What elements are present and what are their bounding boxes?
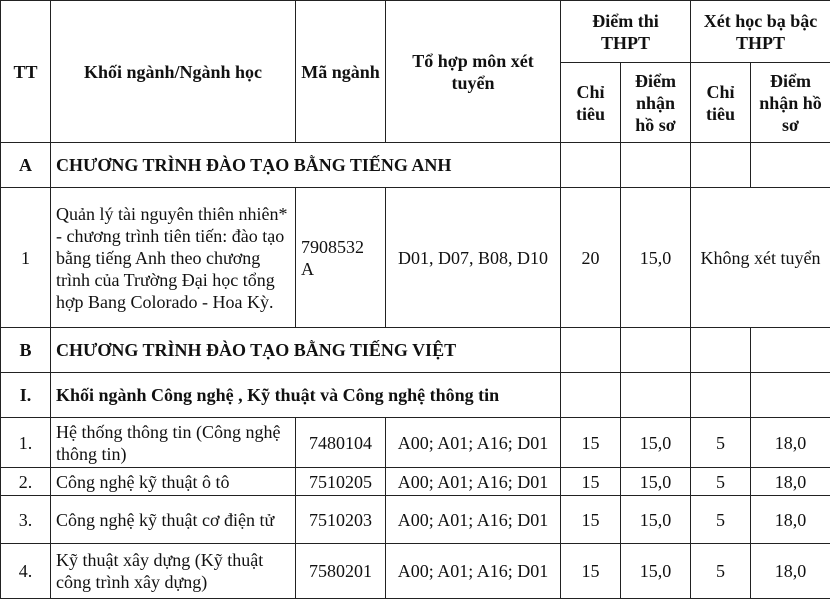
- header-quota: Chỉ tiêu: [561, 63, 621, 143]
- row-major: Hệ thống thông tin (Công nghệ thông tin): [51, 418, 296, 468]
- header-thpt: Điểm thi THPT: [561, 1, 691, 63]
- row-score-2: 18,0: [751, 468, 830, 496]
- header-combo: Tổ hợp môn xét tuyển: [386, 1, 561, 143]
- row-tt: 4.: [1, 544, 51, 599]
- section-title: Khối ngành Công nghệ , Kỹ thuật và Công nghệ thông tin: [51, 373, 561, 418]
- row-code: 7580201: [296, 544, 386, 599]
- row-major: Công nghệ kỹ thuật cơ điện tử: [51, 496, 296, 544]
- table-row: [1, 188, 830, 328]
- row-score: 15,0: [621, 544, 691, 599]
- section-title: CHƯƠNG TRÌNH ĐÀO TẠO BẰNG TIẾNG ANH: [51, 143, 561, 188]
- row-quota: 15: [561, 544, 621, 599]
- row-quota-2: 5: [691, 468, 751, 496]
- section-code: B: [1, 328, 51, 373]
- row-tt: 1: [1, 188, 51, 328]
- section-code: I.: [1, 373, 51, 418]
- section-title: CHƯƠNG TRÌNH ĐÀO TẠO BẰNG TIẾNG VIỆT: [51, 328, 561, 373]
- row-score: 15,0: [621, 468, 691, 496]
- table-row: [1, 496, 830, 544]
- table-row: [1, 418, 830, 468]
- header-score: Điểm nhận hồ sơ: [621, 63, 691, 143]
- row-score-2: 18,0: [751, 496, 830, 544]
- header-quota-2: Chỉ tiêu: [691, 63, 751, 143]
- row-code: 7908532 A: [296, 188, 386, 328]
- row-score: 15,0: [621, 188, 691, 328]
- table-row: [1, 468, 830, 496]
- row-major: Công nghệ kỹ thuật ô tô: [51, 468, 296, 496]
- header-hocba: Xét học bạ bậc THPT: [691, 1, 830, 63]
- row-combo: A00; A01; A16; D01: [386, 544, 561, 599]
- row-quota: 15: [561, 468, 621, 496]
- row-code: 7510203: [296, 496, 386, 544]
- row-score-2: 18,0: [751, 544, 830, 599]
- row-code: 7480104: [296, 418, 386, 468]
- row-quota-2: 5: [691, 418, 751, 468]
- row-quota: 15: [561, 418, 621, 468]
- row-tt: 2.: [1, 468, 51, 496]
- row-quota-2: 5: [691, 544, 751, 599]
- table-row: [1, 544, 830, 599]
- row-quota: 20: [561, 188, 621, 328]
- row-combo: A00; A01; A16; D01: [386, 418, 561, 468]
- header-tt: TT: [1, 1, 51, 143]
- row-major: Quản lý tài nguyên thiên nhiên* - chương trình tiên tiến: đào tạo bằng tiếng Anh theo chương trình của Trường Đại học tổng hợp Bang Colorado - Hoa Kỳ.: [51, 188, 296, 328]
- row-quota-2: 5: [691, 496, 751, 544]
- row-score-2: 18,0: [751, 418, 830, 468]
- row-code: 7510205: [296, 468, 386, 496]
- header-score-2: Điểm nhận hồ sơ: [751, 63, 830, 143]
- header-code: Mã ngành: [296, 1, 386, 143]
- row-tt: 3.: [1, 496, 51, 544]
- row-major: Kỹ thuật xây dựng (Kỹ thuật công trình xây dựng): [51, 544, 296, 599]
- header-major: Khối ngành/Ngành học: [51, 1, 296, 143]
- row-combo: D01, D07, B08, D10: [386, 188, 561, 328]
- section-code: A: [1, 143, 51, 188]
- row-combo: A00; A01; A16; D01: [386, 468, 561, 496]
- row-score: 15,0: [621, 418, 691, 468]
- row-combo: A00; A01; A16; D01: [386, 496, 561, 544]
- row-hocba: Không xét tuyển: [691, 188, 830, 328]
- row-score: 15,0: [621, 496, 691, 544]
- row-tt: 1.: [1, 418, 51, 468]
- row-quota: 15: [561, 496, 621, 544]
